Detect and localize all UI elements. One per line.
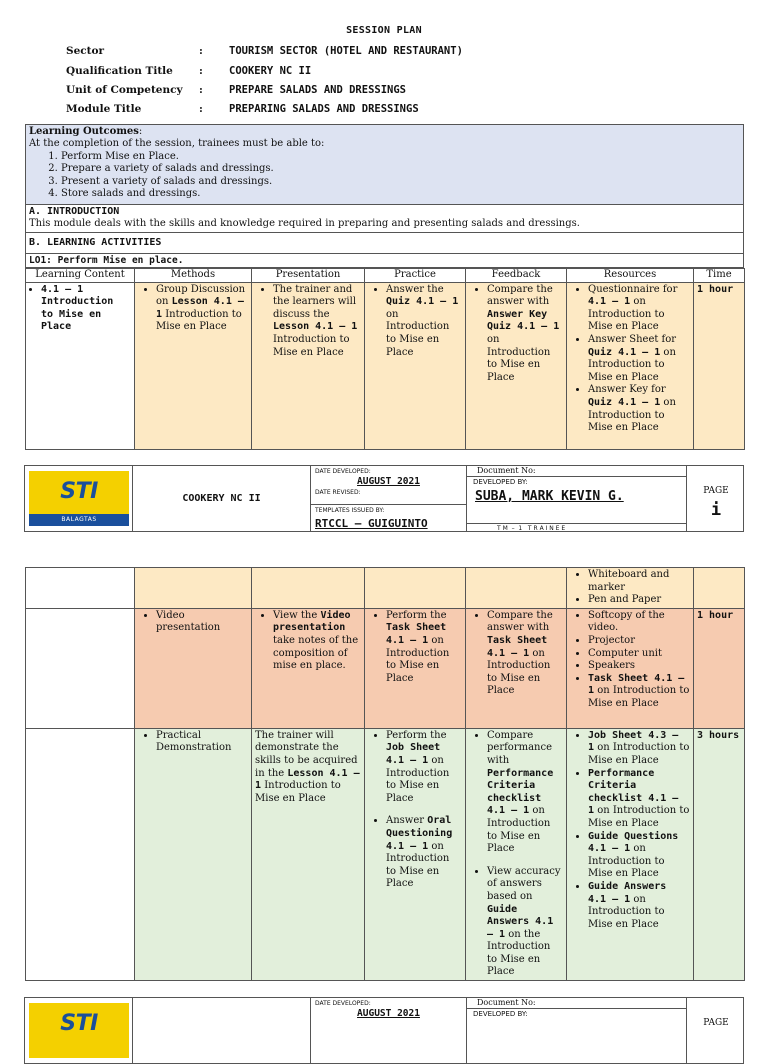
introduction-text: This module deals with the skills and knowledge required in preparing and presenting salads and dressings. <box>29 218 580 230</box>
col-header: Learning Content <box>26 269 135 283</box>
outcomes-intro: At the completion of the session, trainees must be able to: <box>29 138 325 150</box>
resources-cell: • Whiteboard and marker • Pen and Paper <box>567 568 694 609</box>
col-header: Feedback <box>466 269 567 283</box>
outcome-item: 3. Present a variety of salads and dressings. <box>61 176 740 188</box>
feedback-cell: • Compare performance with Performance Criteria checklist 4.1 – 1 on Introduction to Mise en Place • View accuracy of answers based on Guide Answers 4.1 – 1 on the Introduction to Mise en Place <box>466 728 567 980</box>
page-footer-2: STI DATE DEVELOPED: AUGUST 2021 Document No: DEVELOPED BY: PAGE <box>24 997 744 1064</box>
table-row <box>26 282 745 449</box>
resources-cell: • Softcopy of the video. • Projector • Computer unit • Speakers • Task Sheet 4.1 – 1 on Introduction to Mise en Place <box>567 608 694 728</box>
presentation-cell: • View the Video presentation take notes of the composition of mise en place. <box>252 608 365 728</box>
table-row <box>26 568 745 609</box>
time-cell: 1 hour <box>694 282 745 449</box>
activities-table-page-1 <box>25 268 745 450</box>
lo1-label: LO1: Perform Mise en place. <box>25 254 744 268</box>
col-header: Practice <box>365 269 466 283</box>
date-developed: AUGUST 2021 <box>357 476 420 487</box>
table-header-row <box>26 269 745 283</box>
activities-table-page-2 <box>25 567 745 981</box>
page-number: i <box>710 500 722 520</box>
learning-activities-label: B. LEARNING ACTIVITIES <box>25 233 744 254</box>
session-plan-title: SESSION PLAN <box>346 25 422 36</box>
practice-cell: • Perform the Job Sheet 4.1 – 1 on Introduction to Mise en Place • Answer Oral Questioning 4.1 – 1 on Introduction to Mise en Place <box>365 728 466 980</box>
sti-logo: STI <box>29 1003 129 1058</box>
developed-by: SUBA, MARK KEVIN G. <box>475 489 624 504</box>
resources-cell: • Questionnaire for 4.1 – 1 on Introduction to Mise en Place • Answer Sheet for Quiz 4.1 – 1 on Introduction to Mise en Place • Answer Key for Quiz 4.1 – 1 on Introduction to Mise en Place <box>567 282 694 449</box>
col-header: Time <box>694 269 745 283</box>
methods-cell: • Group Discussion on Lesson 4.1 – 1 Introduction to Mise en Place <box>135 282 252 449</box>
presentation-cell: • The trainer and the learners will discuss the Lesson 4.1 – 1 Introduction to Mise en Place <box>252 282 365 449</box>
page-footer-1: STI BALAGTAS COOKERY NC II DATE DEVELOPED: AUGUST 2021 DATE REVISED: TEMPLATES ISSUED BY: RTCCL – GUIGUINTO Document No: DEVELOPED BY: SUBA, MARK KEVIN G. T M – 1 T R A I N E E PAGE i <box>24 465 744 532</box>
learning-outcomes: Learning Outcomes: At the completion of the session, trainees must be able to: 1. Perform Mise en Place. 2. Prepare a variety of salads and dressings. 3. Present a variety of salads and dressings. 4. Store salads and dressings. <box>25 124 744 205</box>
meta-label: Sector <box>66 45 105 57</box>
time-cell: 1 hour <box>694 608 745 728</box>
feedback-cell: • Compare the answer with Task Sheet 4.1 – 1 on Introduction to Mise en Place <box>466 608 567 728</box>
practice-cell: • Perform the Task Sheet 4.1 – 1 on Introduction to Mise en Place <box>365 608 466 728</box>
sti-logo: STI BALAGTAS <box>29 471 129 526</box>
learning-content-cell: • 4.1 – 1 Introduction to Mise en Place <box>26 282 135 449</box>
outcome-item: 2. Prepare a variety of salads and dressings. <box>61 163 740 175</box>
introduction-label: A. INTRODUCTION <box>29 206 120 217</box>
outcome-item: 4. Store salads and dressings. <box>61 188 740 200</box>
table-row <box>26 728 745 980</box>
practice-cell: • Answer the Quiz 4.1 – 1 on Introduction to Mise en Place <box>365 282 466 449</box>
outcomes-label: Learning Outcomes <box>29 126 139 137</box>
time-cell: 3 hours <box>694 728 745 980</box>
footer-qualification: COOKERY NC II <box>133 466 311 531</box>
outcome-item: 1. Perform Mise en Place. <box>61 151 740 163</box>
col-header: Resources <box>567 269 694 283</box>
methods-cell: • Practical Demonstration <box>135 728 252 980</box>
introduction-section <box>25 205 744 233</box>
templates-issued-by: RTCCL – GUIGUINTO <box>315 517 428 530</box>
methods-cell: • Video presentation <box>135 608 252 728</box>
feedback-cell: • Compare the answer with Answer Key Quiz 4.1 – 1 on Introduction to Mise en Place <box>466 282 567 449</box>
meta-value: TOURISM SECTOR (HOTEL AND RESTAURANT) <box>229 45 463 57</box>
col-header: Methods <box>135 269 252 283</box>
presentation-cell: The trainer will demonstrate the skills to be acquired in the Lesson 4.1 – 1 Introduction to Mise en Place <box>252 728 365 980</box>
table-row <box>26 608 745 728</box>
col-header: Presentation <box>252 269 365 283</box>
resources-cell: • Job Sheet 4.3 – 1 on Introduction to Mise en Place • Performance Criteria checklist 4.1 – 1 on Introduction to Mise en Place • Guide Questions 4.1 – 1 on Introduction to Mise en Place • Guide Answers 4.1 – 1 on Introduction to Mise en Place <box>567 728 694 980</box>
outcomes-list <box>29 151 740 201</box>
